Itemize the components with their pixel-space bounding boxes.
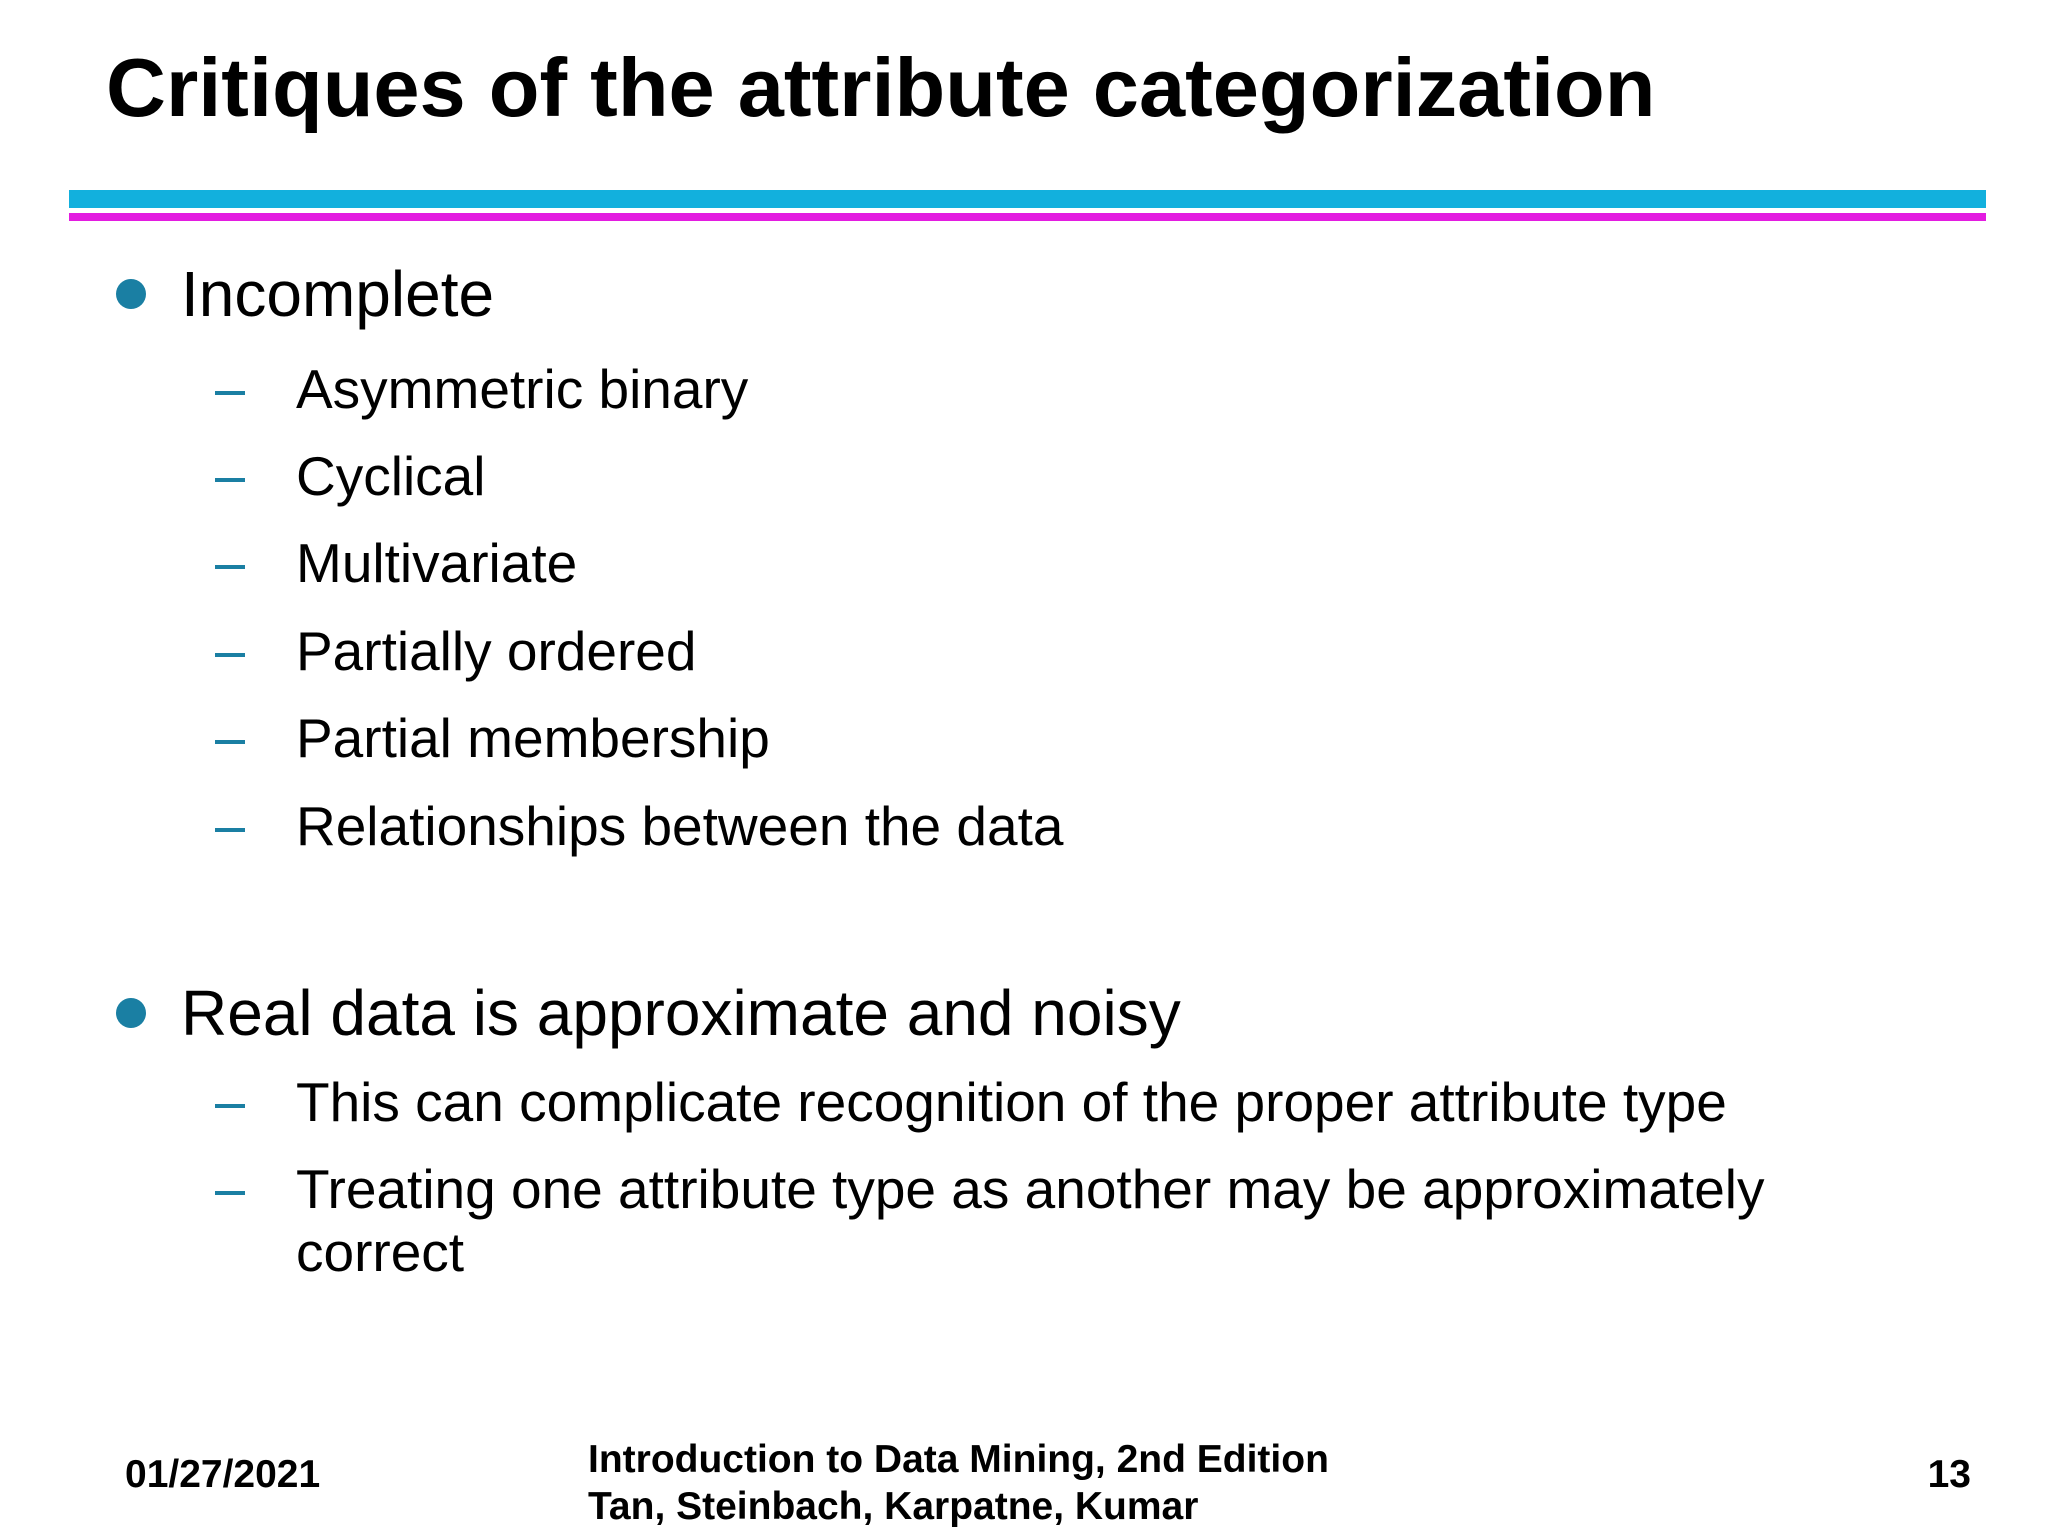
dash-icon: [215, 1104, 245, 1108]
subitem-text: Multivariate: [296, 532, 578, 594]
dash-icon: [215, 565, 245, 569]
page-number: 13: [1927, 1453, 1971, 1496]
subitem-text: Relationships between the data: [296, 795, 1064, 857]
dash-icon: [215, 1191, 245, 1195]
subitem-text: Partially ordered: [296, 620, 697, 682]
subitem-text-continuation: correct: [296, 1221, 465, 1283]
dash-icon: [215, 828, 245, 832]
footer-date: 01/27/2021: [125, 1453, 321, 1496]
subitem-text: Treating one attribute type as another may be approximately: [296, 1158, 1765, 1220]
title-divider-magenta: [69, 213, 1986, 221]
dash-icon: [215, 653, 245, 657]
dash-icon: [215, 391, 245, 395]
bullet-dot-icon: [116, 998, 146, 1028]
subitem-text: Cyclical: [296, 445, 486, 507]
dash-icon: [215, 740, 245, 744]
subitem-text: Asymmetric binary: [296, 358, 749, 420]
subitem-text: Partial membership: [296, 707, 770, 769]
bullet-text: Incomplete: [181, 258, 495, 330]
footer-book-info: [588, 1436, 1329, 1530]
footer-authors: Tan, Steinbach, Karpatne, Kumar: [588, 1485, 1199, 1528]
bullet-text: Real data is approximate and noisy: [181, 977, 1181, 1049]
dash-icon: [215, 478, 245, 482]
title-divider-cyan: [69, 190, 1986, 208]
slide-title: Critiques of the attribute categorization: [106, 41, 1656, 134]
footer-book-title: Introduction to Data Mining, 2nd Edition: [588, 1438, 1329, 1481]
bullet-dot-icon: [116, 279, 146, 309]
subitem-text: This can complicate recognition of the proper attribute type: [296, 1071, 1727, 1133]
